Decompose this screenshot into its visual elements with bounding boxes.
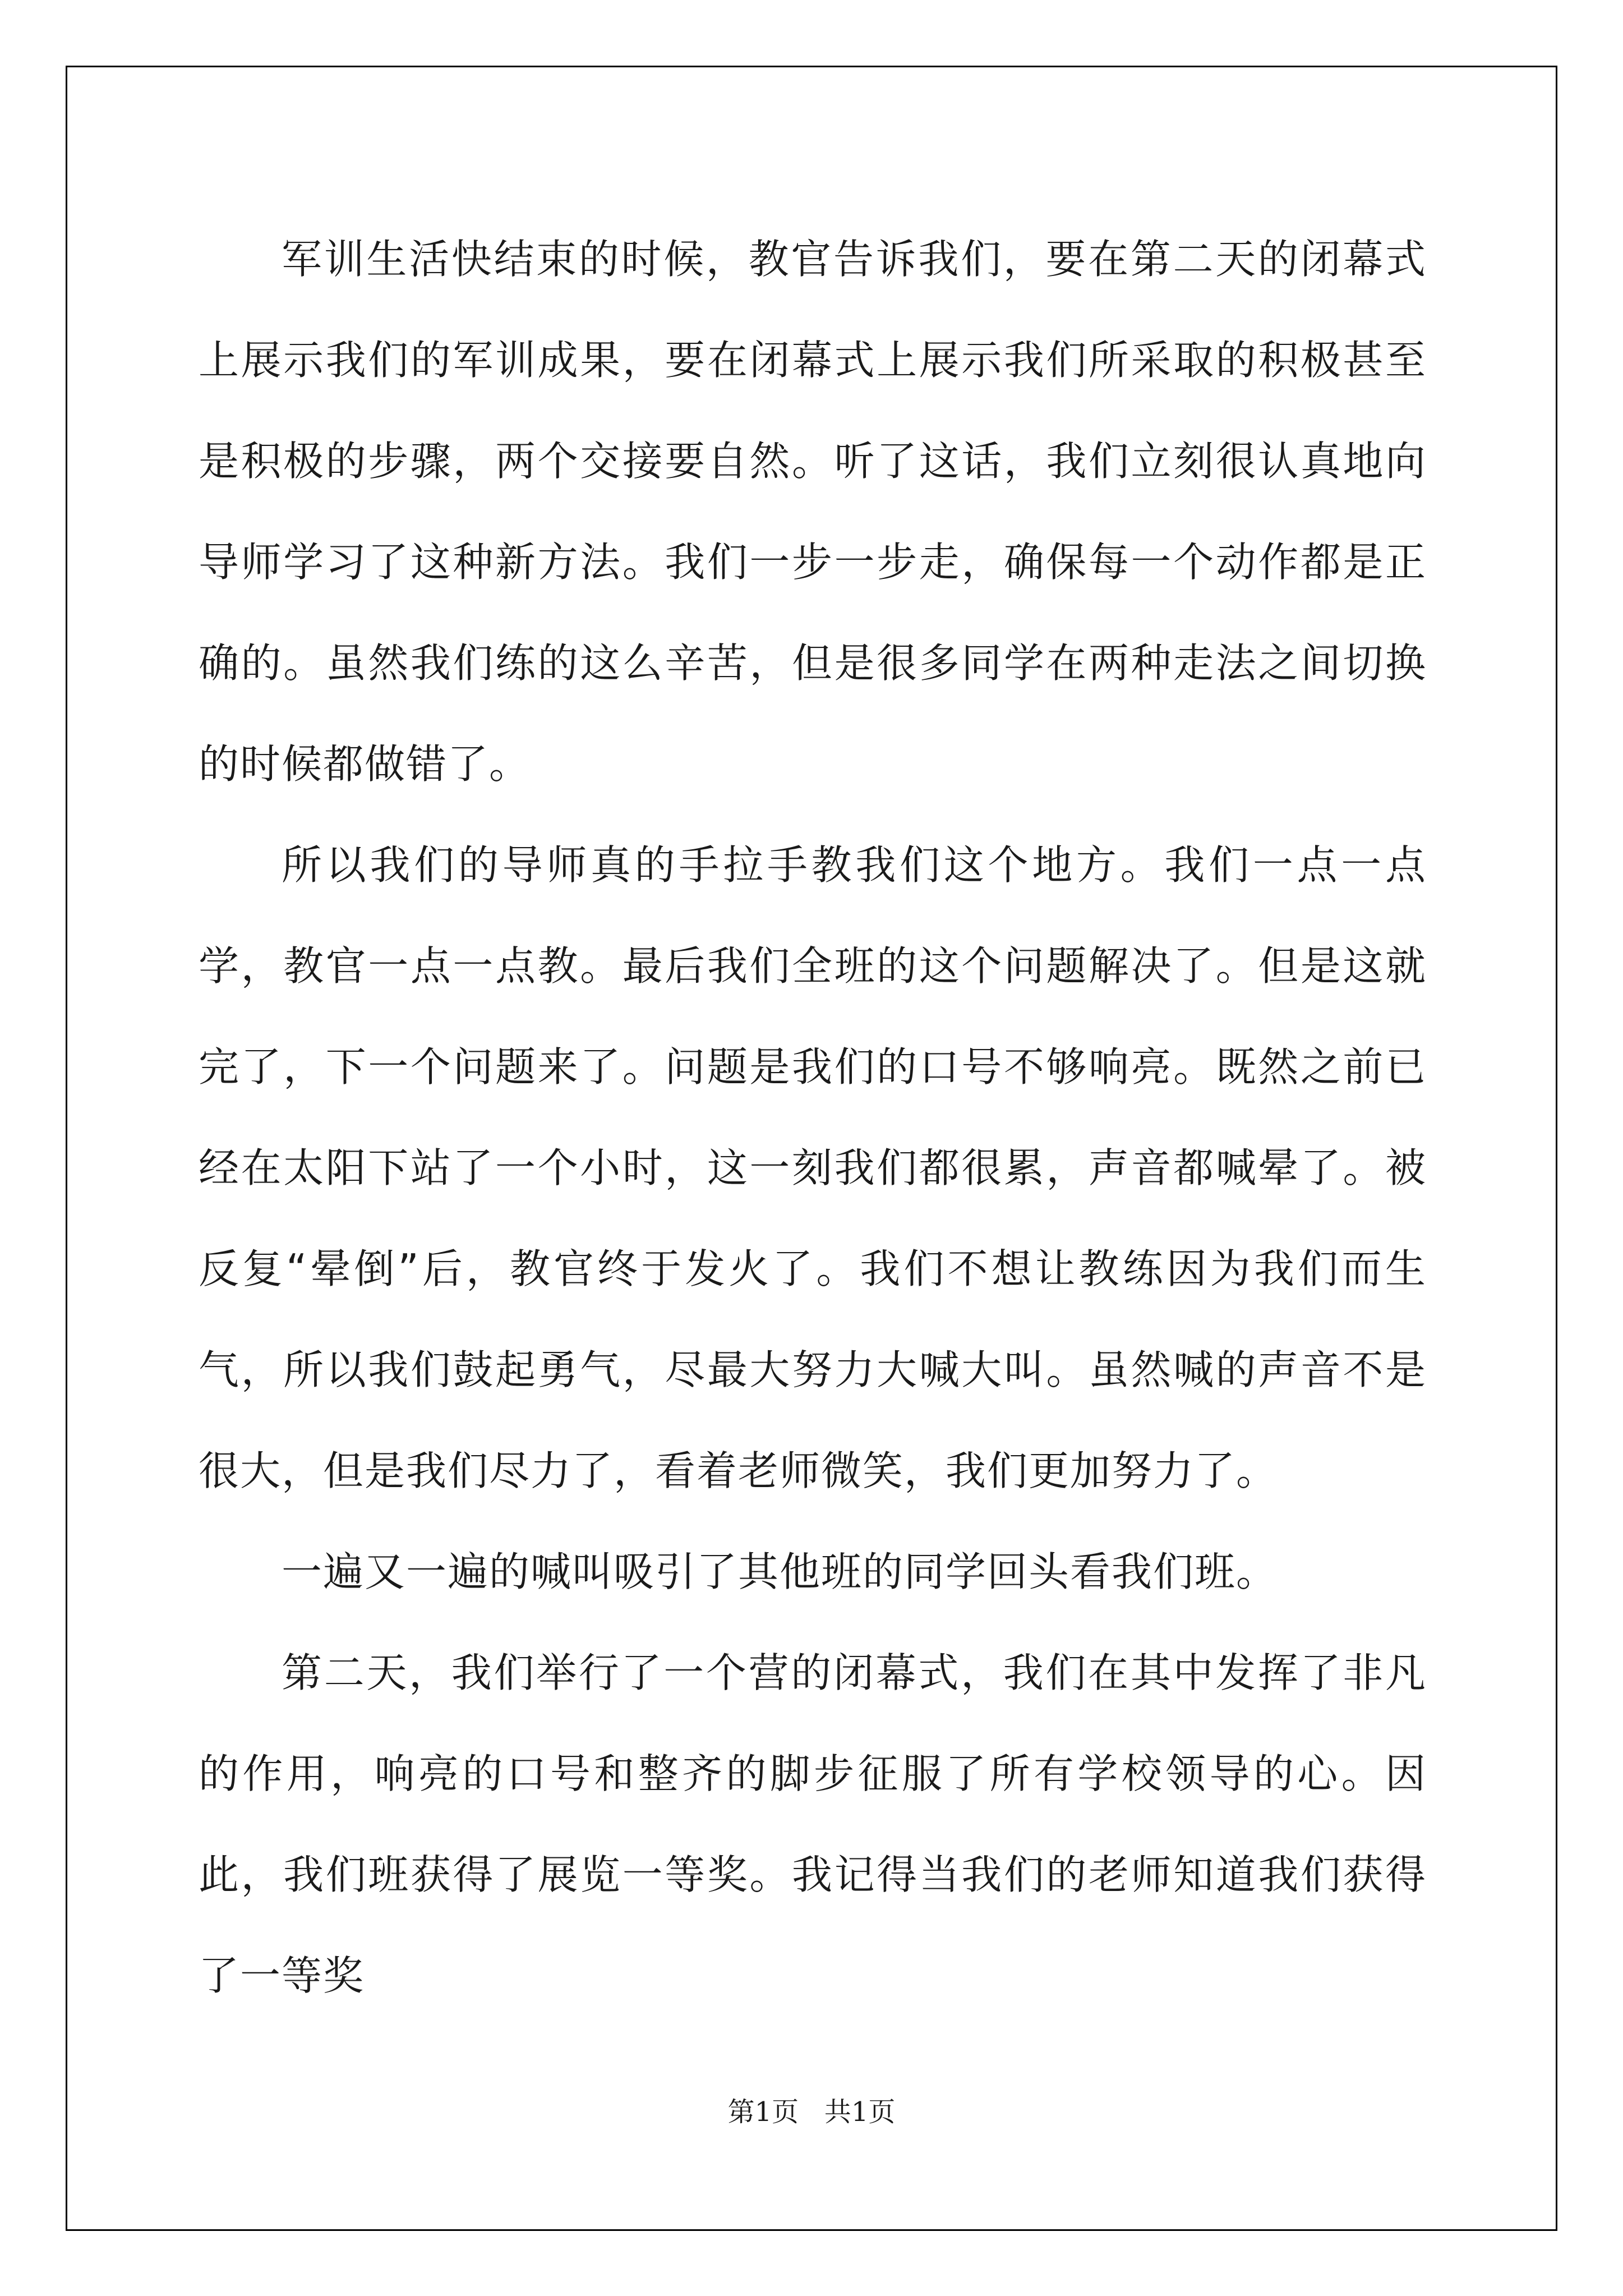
- paragraph: 所以我们的导师真的手拉手教我们这个地方。我们一点一点学，教官一点一点教。最后我们全班的这个问题解决了。但是这就完了，下一个问题来了。问题是我们的口号不够响亮。既然之前已经在太阳下站了一个小时，这一刻我们都很累，声音都喊晕了。被反复“晕倒”后，教官终于发火了。我们不想让教练因为我们而生气，所以我们鼓起勇气，尽最大努力大喊大叫。虽然喊的声音不是很大，但是我们尽力了，看着老师微笑，我们更加努力了。: [199, 841, 1427, 1494]
- paragraph: 一遍又一遍的喊叫吸引了其他班的同学回头看我们班。: [282, 1548, 1278, 1595]
- paragraph: 军训生活快结束的时候，教官告诉我们，要在第二天的闭幕式上展示我们的军训成果，要在闭幕式上展示我们所采取的积极甚至是积极的步骤，两个交接要自然。听了这话，我们立刻很认真地向导师学习了这种新方法。我们一步一步走，确保每一个动作都是正确的。虽然我们练的这么辛苦，但是很多同学在两种走法之间切换的时候都做错了。: [199, 236, 1427, 788]
- document-body: [199, 209, 1427, 2026]
- page-number-footer: 第1页 共1页: [727, 2096, 896, 2128]
- paragraph: 第二天，我们举行了一个营的闭幕式，我们在其中发挥了非凡的作用，响亮的口号和整齐的脚步征服了所有学校领导的心。因此，我们班获得了展览一等奖。我记得当我们的老师知道我们获得了一等奖: [199, 1649, 1427, 1999]
